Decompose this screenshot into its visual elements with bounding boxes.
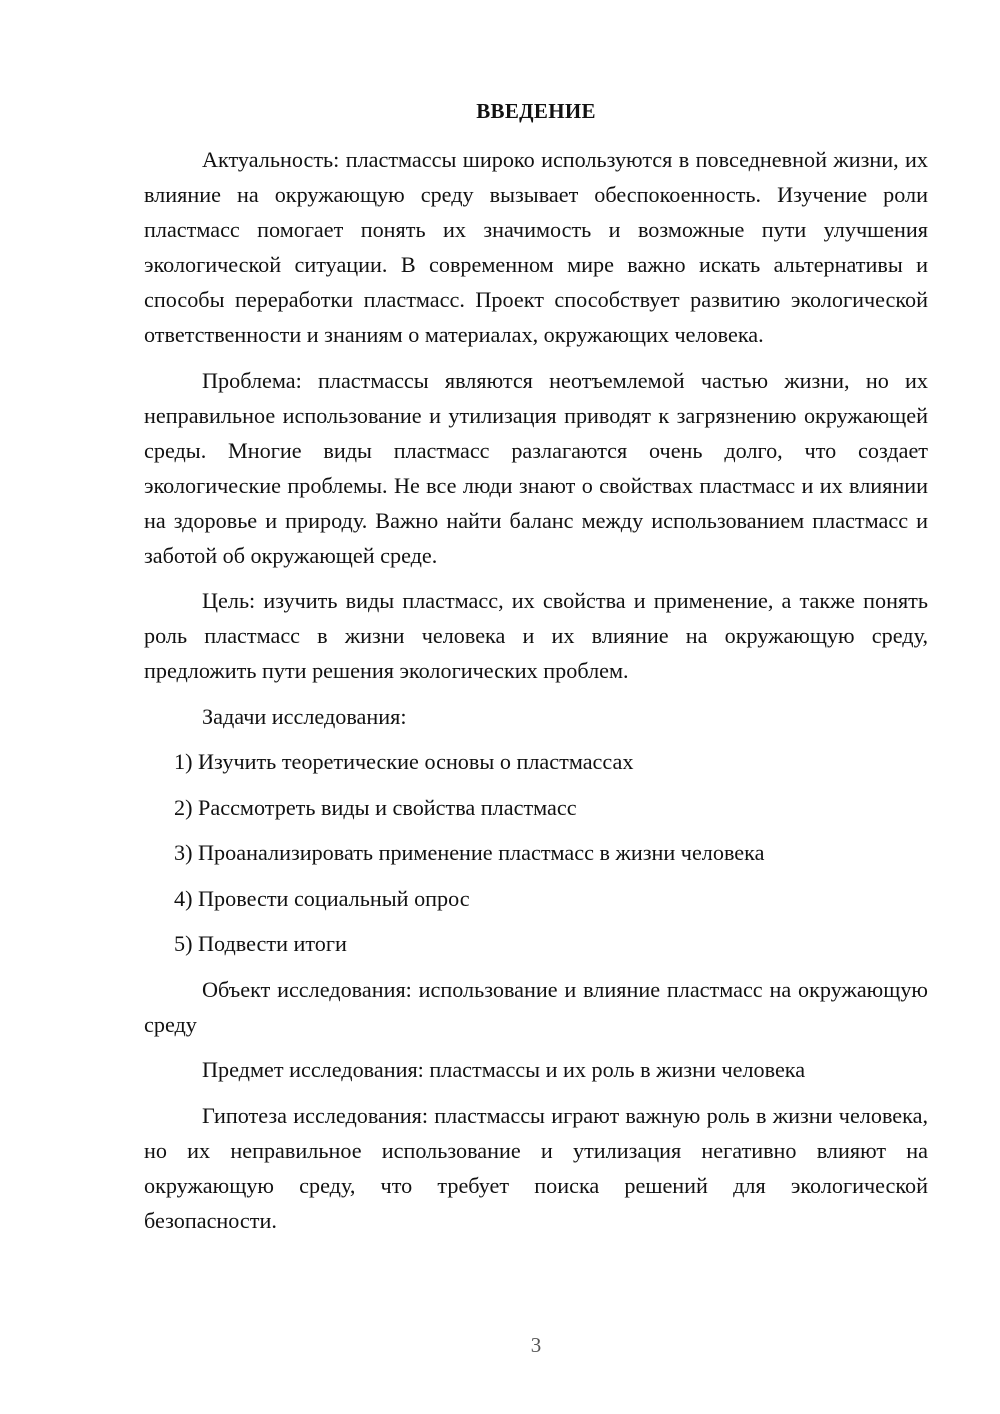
relevance-paragraph: Актуальность: пластмассы широко используются в повседневной жизни, их влияние на окружающую среду вызывает обеспокоенность. Изучение роли пластмасс помогает понять их значимость и возможные пути улучшения экологической ситуации. В современном мире важно искать альтернативы и способы переработки пластмасс. Проект способствует развитию экологической ответственности и знаниям о материалах, окружающих человека. (144, 147, 928, 347)
page-title: ВВЕДЕНИЕ (476, 99, 596, 123)
task-item: 2) Рассмотреть виды и свойства пластмасс (174, 794, 577, 820)
tasks-heading: Задачи исследования: (202, 703, 407, 729)
goal-paragraph: Цель: изучить виды пластмасс, их свойства и применение, а также понять роль пластмасс в жизни человека и их влияние на окружающую среду, предложить пути решения экологических проблем. (144, 588, 928, 683)
hypothesis-paragraph: Гипотеза исследования: пластмассы играют важную роль в жизни человека, но их неправильное использование и утилизация негативно влияют на окружающую среду, что требует поиска решений для экологической безопасности. (144, 1102, 928, 1233)
task-item: 1) Изучить теоретические основы о пластмассах (174, 749, 634, 774)
object-paragraph: Объект исследования: использование и влияние пластмасс на окружающую среду (144, 976, 928, 1037)
task-item: 3) Проанализировать применение пластмасс в жизни человека (174, 840, 765, 865)
task-item: 5) Подвести итоги (174, 931, 347, 956)
document-body (144, 142, 928, 1248)
task-item: 4) Провести социальный опрос (174, 885, 470, 911)
page-number: 3 (530, 1333, 542, 1357)
problem-paragraph: Проблема: пластмассы являются неотъемлемой частью жизни, но их неправильное использование и утилизация приводят к загрязнению окружающей среды. Многие виды пластмасс разлагаются очень долго, что создает экологические проблемы. Не все люди знают о свойствах пластмасс и их влиянии на здоровье и природу. Важно найти баланс между использованием пластмасс и заботой об окружающей среде. (144, 367, 928, 568)
subject-paragraph: Предмет исследования: пластмассы и их роль в жизни человека (202, 1057, 806, 1082)
tasks-list (144, 744, 928, 961)
